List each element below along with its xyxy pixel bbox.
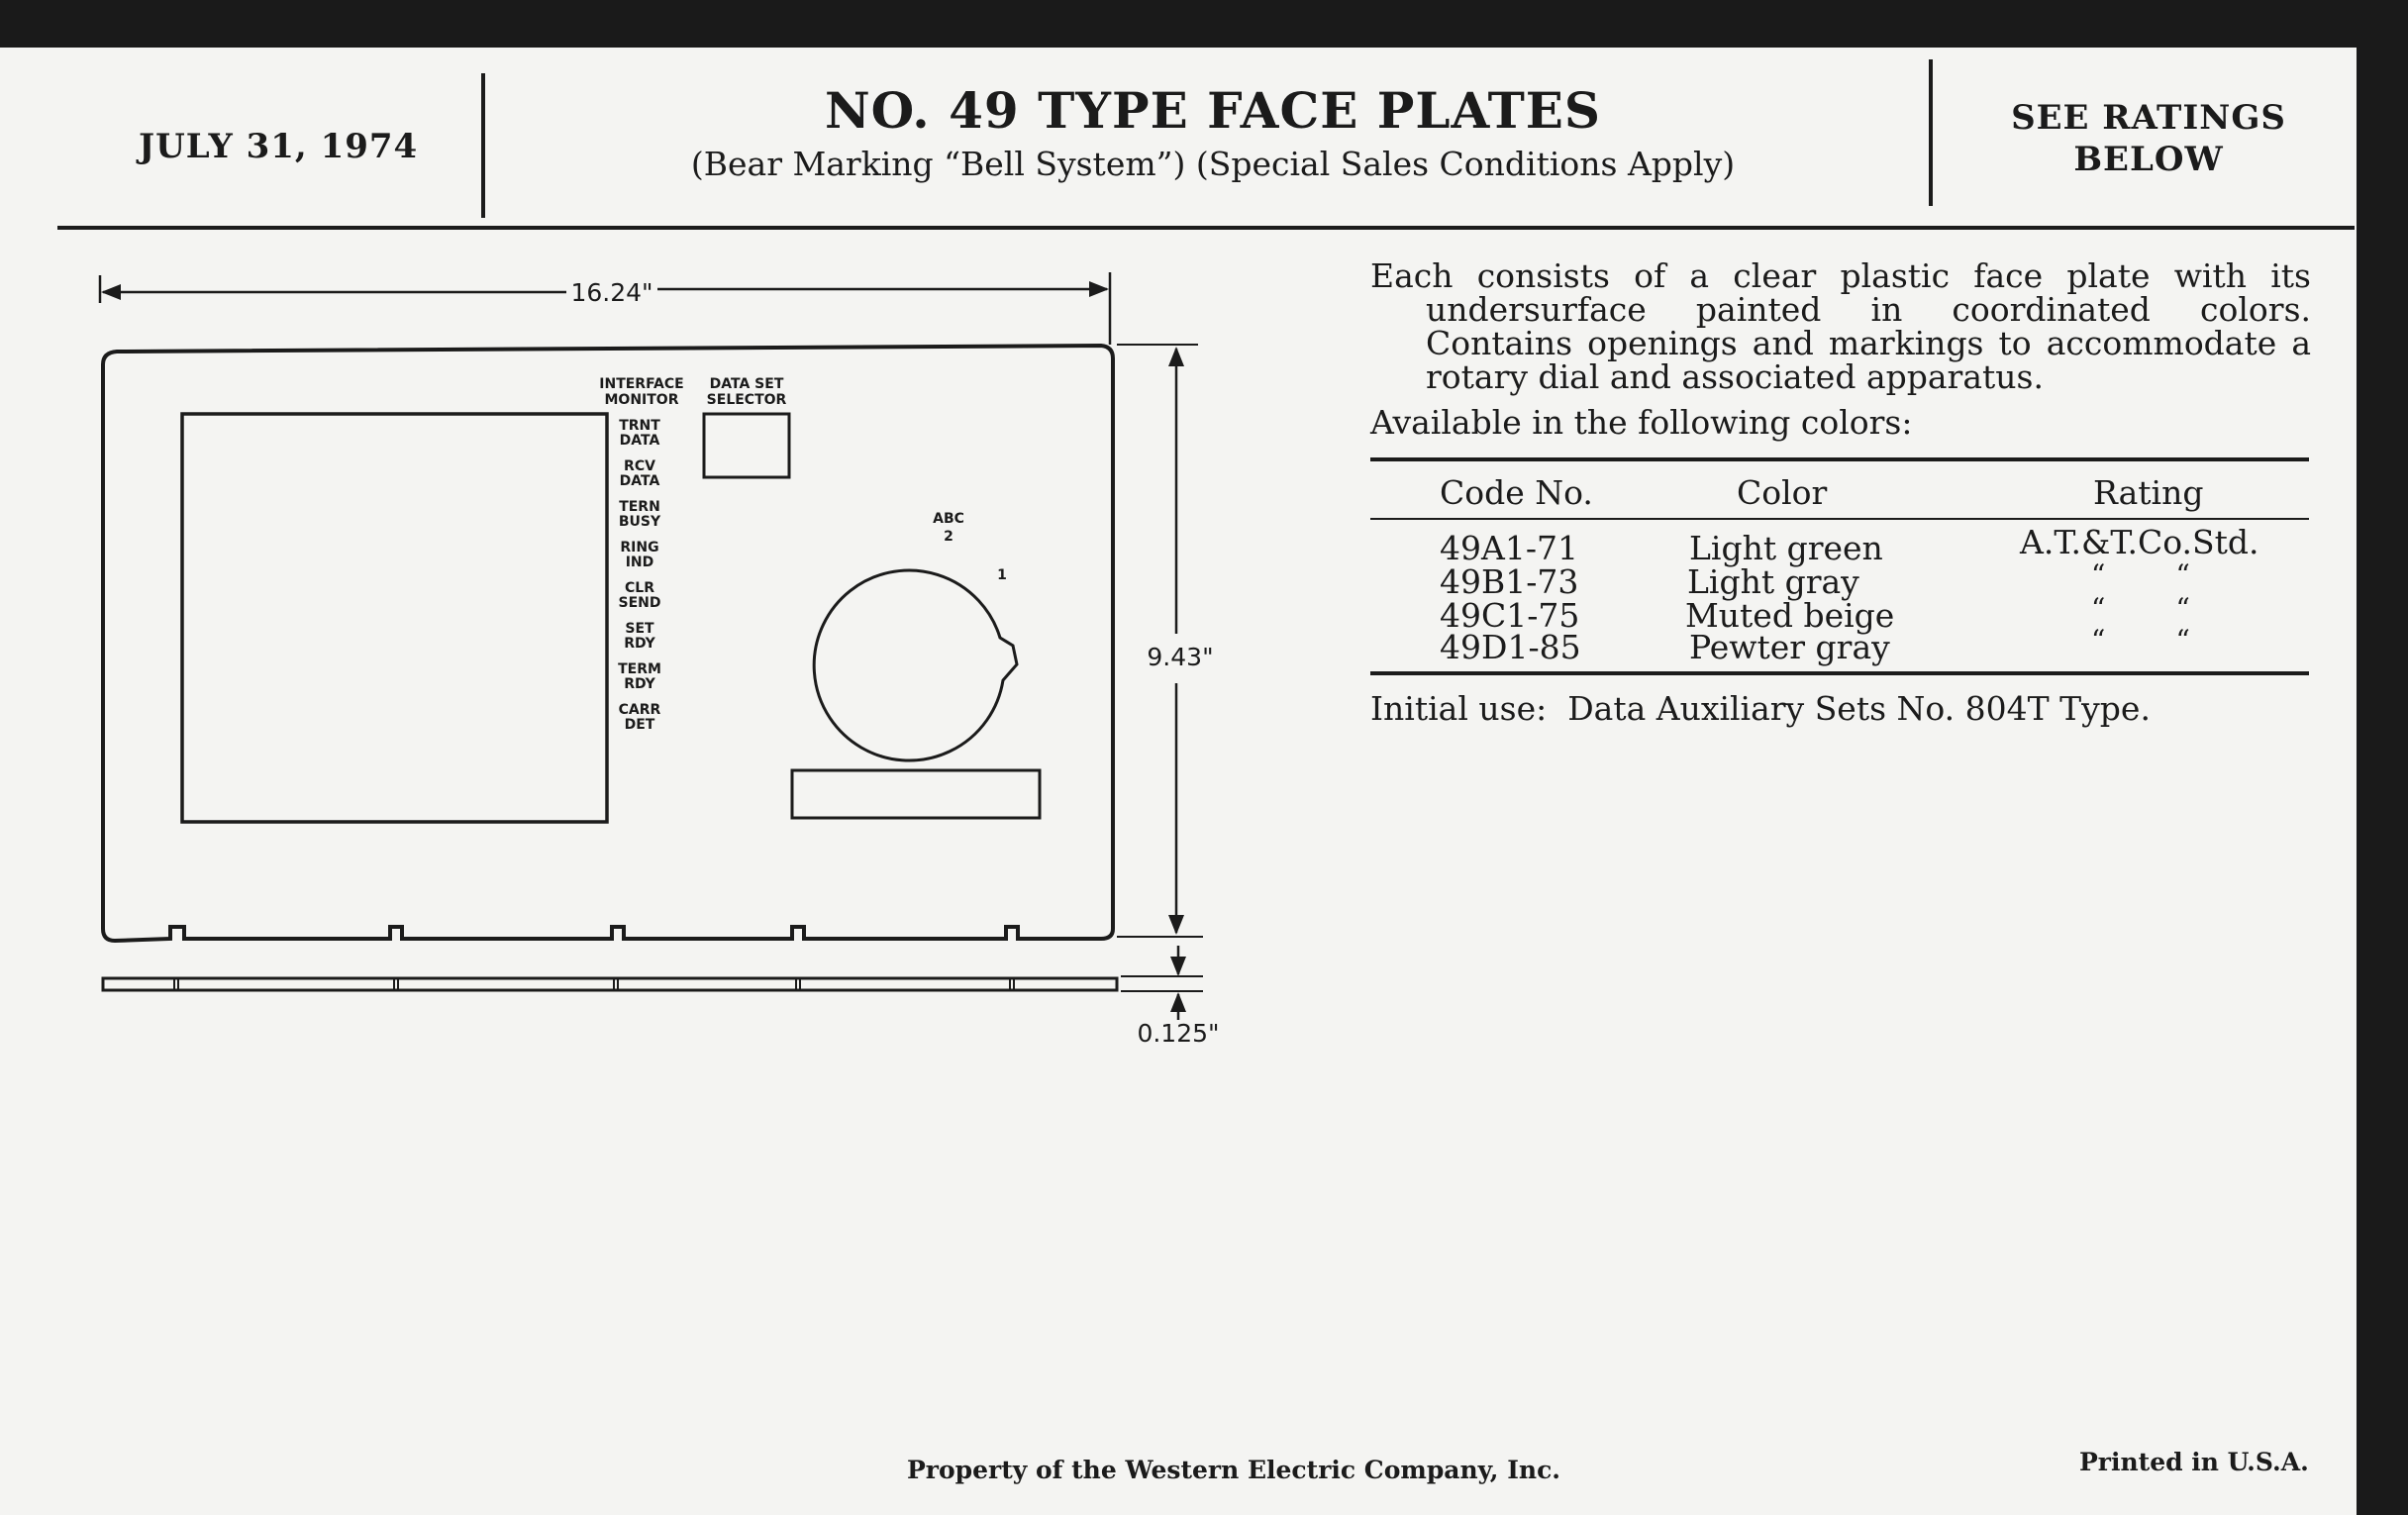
width-label: 16.24": [570, 278, 653, 307]
interface-monitor-label-2: MONITOR: [604, 392, 679, 408]
data-set-selector-label-2: SELECTOR: [706, 392, 787, 408]
table-row-3-rating: “ “: [2091, 592, 2190, 625]
indicator-label-6-1: SET: [625, 621, 654, 637]
display-window: [182, 414, 607, 822]
initial-use: Initial use: Data Auxiliary Sets No. 804T Type.: [1370, 689, 2151, 728]
color-table-body: [1370, 523, 2309, 667]
page-subtitle: (Bear Marking “Bell System”) (Special Sales Conditions Apply): [690, 145, 1736, 183]
description-body: Each consists of a clear plastic face plate with its undersurface painted in coordinated colors. Contains openings and markings to accommodate a rotary dial and associated apparatus.: [1370, 256, 2311, 396]
table-top-rule: [1370, 457, 2309, 461]
table-header: [1370, 473, 2309, 513]
table-row-4-code: 49D1-85: [1440, 628, 1581, 666]
table-row-1-color: Light green: [1689, 529, 1883, 567]
dial-mark-abc: ABC: [933, 511, 964, 527]
dial-mark-1: 1: [997, 567, 1007, 583]
indicator-label-4-1: RING: [620, 540, 659, 556]
rotary-dial-opening: [814, 570, 1017, 760]
indicator-label-1-2: DATA: [619, 433, 660, 449]
available-colors-intro: Available in the following colors:: [1370, 403, 1913, 442]
table-row-3-color: Muted beige: [1685, 596, 1895, 635]
table-header-rule: [1370, 518, 2309, 520]
dial-mark-2: 2: [944, 529, 953, 545]
header-divider-right: [1929, 59, 1933, 206]
ratings-note-line2: BELOW: [2073, 140, 2224, 179]
footer-printed: Printed in U.S.A.: [2079, 1448, 2309, 1476]
designation-strip-opening: [792, 770, 1040, 818]
height-label: 9.43": [1147, 643, 1214, 671]
ratings-note-line1: SEE RATINGS: [2011, 98, 2286, 138]
indicator-label-2-1: RCV: [624, 458, 655, 474]
indicator-label-7-2: RDY: [624, 676, 655, 692]
indicator-label-5-2: SEND: [618, 595, 661, 611]
interface-monitor-label-1: INTERFACE: [599, 376, 684, 392]
face-plate-drawing: [0, 0, 1287, 1089]
table-row-2-code: 49B1-73: [1440, 562, 1579, 601]
indicator-label-1-1: TRNT: [619, 418, 660, 434]
column-header-rating: Rating: [2093, 473, 2204, 512]
indicator-label-2-2: DATA: [619, 473, 660, 489]
table-row-2-color: Light gray: [1687, 562, 1859, 601]
indicator-label-7-1: TERM: [618, 661, 661, 677]
table-row-4-color: Pewter gray: [1689, 628, 1890, 666]
thickness-label: 0.125": [1137, 1019, 1220, 1048]
indicator-label-5-1: CLR: [625, 580, 654, 596]
plate-edge-view: [103, 978, 1117, 990]
column-header-color: Color: [1737, 473, 1828, 512]
indicator-label-3-2: BUSY: [618, 514, 661, 530]
issue-date: JULY 31, 1974: [139, 127, 419, 166]
description: [1370, 256, 2311, 442]
indicator-labels: [618, 418, 661, 733]
indicator-label-3-1: TERN: [619, 499, 660, 515]
table-row-1-code: 49A1-71: [1440, 529, 1578, 567]
table-bottom-rule: [1370, 671, 2309, 675]
table-row-3-code: 49C1-75: [1440, 596, 1580, 635]
column-header-code: Code No.: [1440, 473, 1593, 512]
ratings-note: [1941, 97, 2357, 180]
table-row-1-rating: A.T.&T.Co.Std.: [2020, 523, 2259, 561]
data-set-selector-label-1: DATA SET: [709, 376, 784, 392]
data-set-selector-opening: [704, 414, 789, 477]
table-row-2-rating: “ “: [2091, 558, 2190, 591]
indicator-label-4-2: IND: [625, 555, 654, 570]
footer-property: Property of the Western Electric Company, Inc.: [907, 1456, 1561, 1484]
indicator-label-8-2: DET: [624, 717, 655, 733]
indicator-label-6-2: RDY: [624, 636, 655, 652]
table-row-4-rating: “ “: [2091, 624, 2190, 656]
page-title: NO. 49 TYPE FACE PLATES: [824, 81, 1602, 140]
indicator-label-8-1: CARR: [618, 702, 661, 718]
